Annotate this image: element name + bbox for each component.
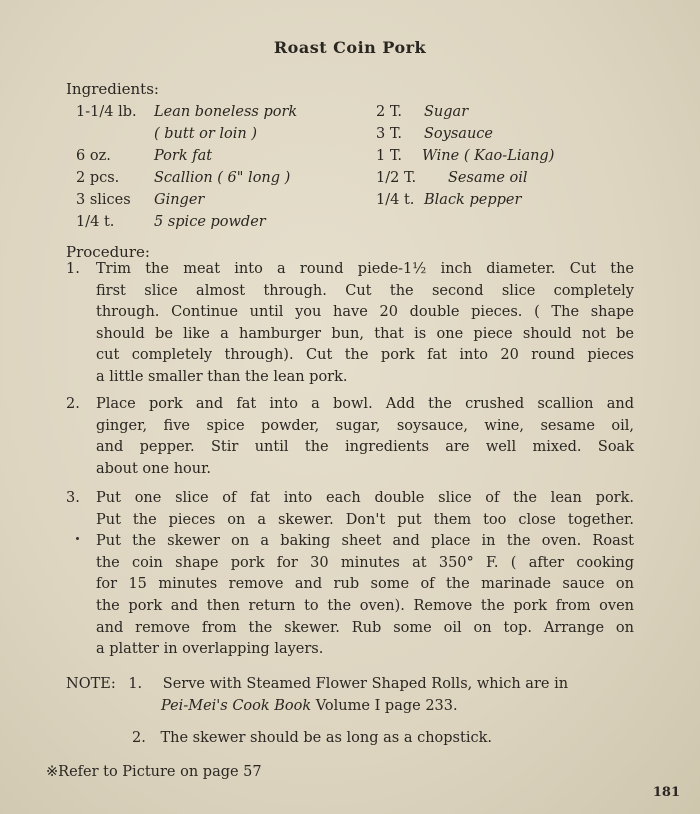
note-item-text: Serve with Steamed Flower Shaped Rolls, which are in — [162, 676, 569, 692]
note-line-3 — [132, 730, 492, 746]
note-item-text: The skewer should be as long as a chopstick. — [160, 730, 492, 746]
ingredient-name: Sesame oil — [448, 170, 528, 186]
recipe-title: Roast Coin Pork — [273, 38, 427, 57]
step-line: Put the pieces on a skewer. Don't put them too close together. — [96, 511, 634, 528]
picture-reference: ※Refer to Picture on page 57 — [46, 764, 262, 780]
step-line: the pork and then return to the oven). Remove the pork from oven — [96, 597, 634, 614]
note-item-number: 1. — [128, 676, 143, 692]
ingredient-name: Black pepper — [424, 192, 522, 208]
step-number: 1. — [66, 261, 80, 277]
step-line: Trim the meat into a round piede-1½ inch diameter. Cut the — [96, 261, 634, 277]
step-line: and remove from the skewer. Rub some oil on top. Arrange on — [96, 619, 634, 636]
step-line: cut completely through). Cut the pork fat into 20 round pieces — [96, 347, 634, 364]
step-line: for 15 minutes remove and rub some of the marinade sauce on — [96, 576, 634, 593]
ingredient-name: Wine ( Kao-Liang) — [422, 148, 555, 164]
ingredient-name: Scallion ( 6" long ) — [154, 170, 291, 186]
step-line: Put one slice of fat into each double slice of the lean pork. — [96, 490, 634, 506]
step-number: 2. — [66, 396, 80, 412]
step-line: Put the skewer on a baking sheet and place in the oven. Roast — [96, 533, 634, 550]
ingredient-name: Pork fat — [154, 148, 213, 164]
note-item-number: 2. — [132, 730, 146, 746]
ingredient-qty: 3 T. — [376, 126, 402, 142]
step-number: 3. — [66, 490, 80, 506]
ingredient-qty: 3 slices — [76, 192, 131, 208]
ingredient-qty: 1/2 T. — [376, 170, 417, 186]
note-label: NOTE: — [66, 676, 116, 692]
procedure-heading: Procedure: — [66, 243, 150, 261]
ingredient-qty: 1-1/4 lb. — [76, 104, 137, 120]
ingredient-qty: 1/4 t. — [76, 214, 115, 230]
step-line: through. Continue until you have 20 double pieces. ( The shape — [96, 304, 634, 321]
step-line: a little smaller than the lean pork. — [96, 368, 348, 385]
step-line: Place pork and fat into a bowl. Add the crushed scallion and — [96, 396, 634, 412]
ingredient-name: Ginger — [154, 192, 205, 208]
procedure-step-3 — [66, 488, 634, 661]
ingredient-name: 5 spice powder — [154, 214, 266, 230]
note-line-1 — [66, 676, 568, 692]
book-reference: Pei-Mei's Cook Book — [161, 698, 312, 714]
note-item-text: Volume I page 233. — [311, 698, 458, 714]
step-line: the coin shape pork for 30 minutes at 350° F. ( after cooking — [96, 554, 634, 571]
ingredient-name: Soysauce — [424, 126, 493, 142]
procedure-step-1 — [66, 259, 634, 389]
page-number: 181 — [652, 785, 680, 800]
ingredients-heading: Ingredients: — [66, 80, 159, 98]
ingredient-qty: 2 pcs. — [76, 170, 120, 186]
step-line: a platter in overlapping layers. — [96, 641, 324, 658]
step-line: should be like a hamburger bun, that is one piece should not be — [96, 325, 634, 342]
ingredient-name: Sugar — [424, 104, 469, 120]
step-line: and pepper. Stir until the ingredients are well mixed. Soak — [96, 439, 634, 456]
step-line: about one hour. — [96, 460, 212, 477]
ingredient-name: Lean boneless pork — [154, 104, 298, 120]
ingredient-qty: 2 T. — [376, 104, 402, 120]
print-speck — [76, 537, 79, 540]
ingredient-qty: 1 T. — [376, 148, 402, 164]
ingredient-qty: 6 oz. — [76, 148, 111, 164]
ingredient-qty: 1/4 t. — [376, 192, 415, 208]
note-line-2 — [161, 698, 458, 714]
step-line: ginger, five spice powder, sugar, soysauce, wine, sesame oil, — [96, 417, 634, 434]
procedure-step-2 — [66, 394, 634, 480]
ingredient-name: ( butt or loin ) — [154, 126, 258, 142]
step-line: first slice almost through. Cut the second slice completely — [96, 282, 634, 299]
